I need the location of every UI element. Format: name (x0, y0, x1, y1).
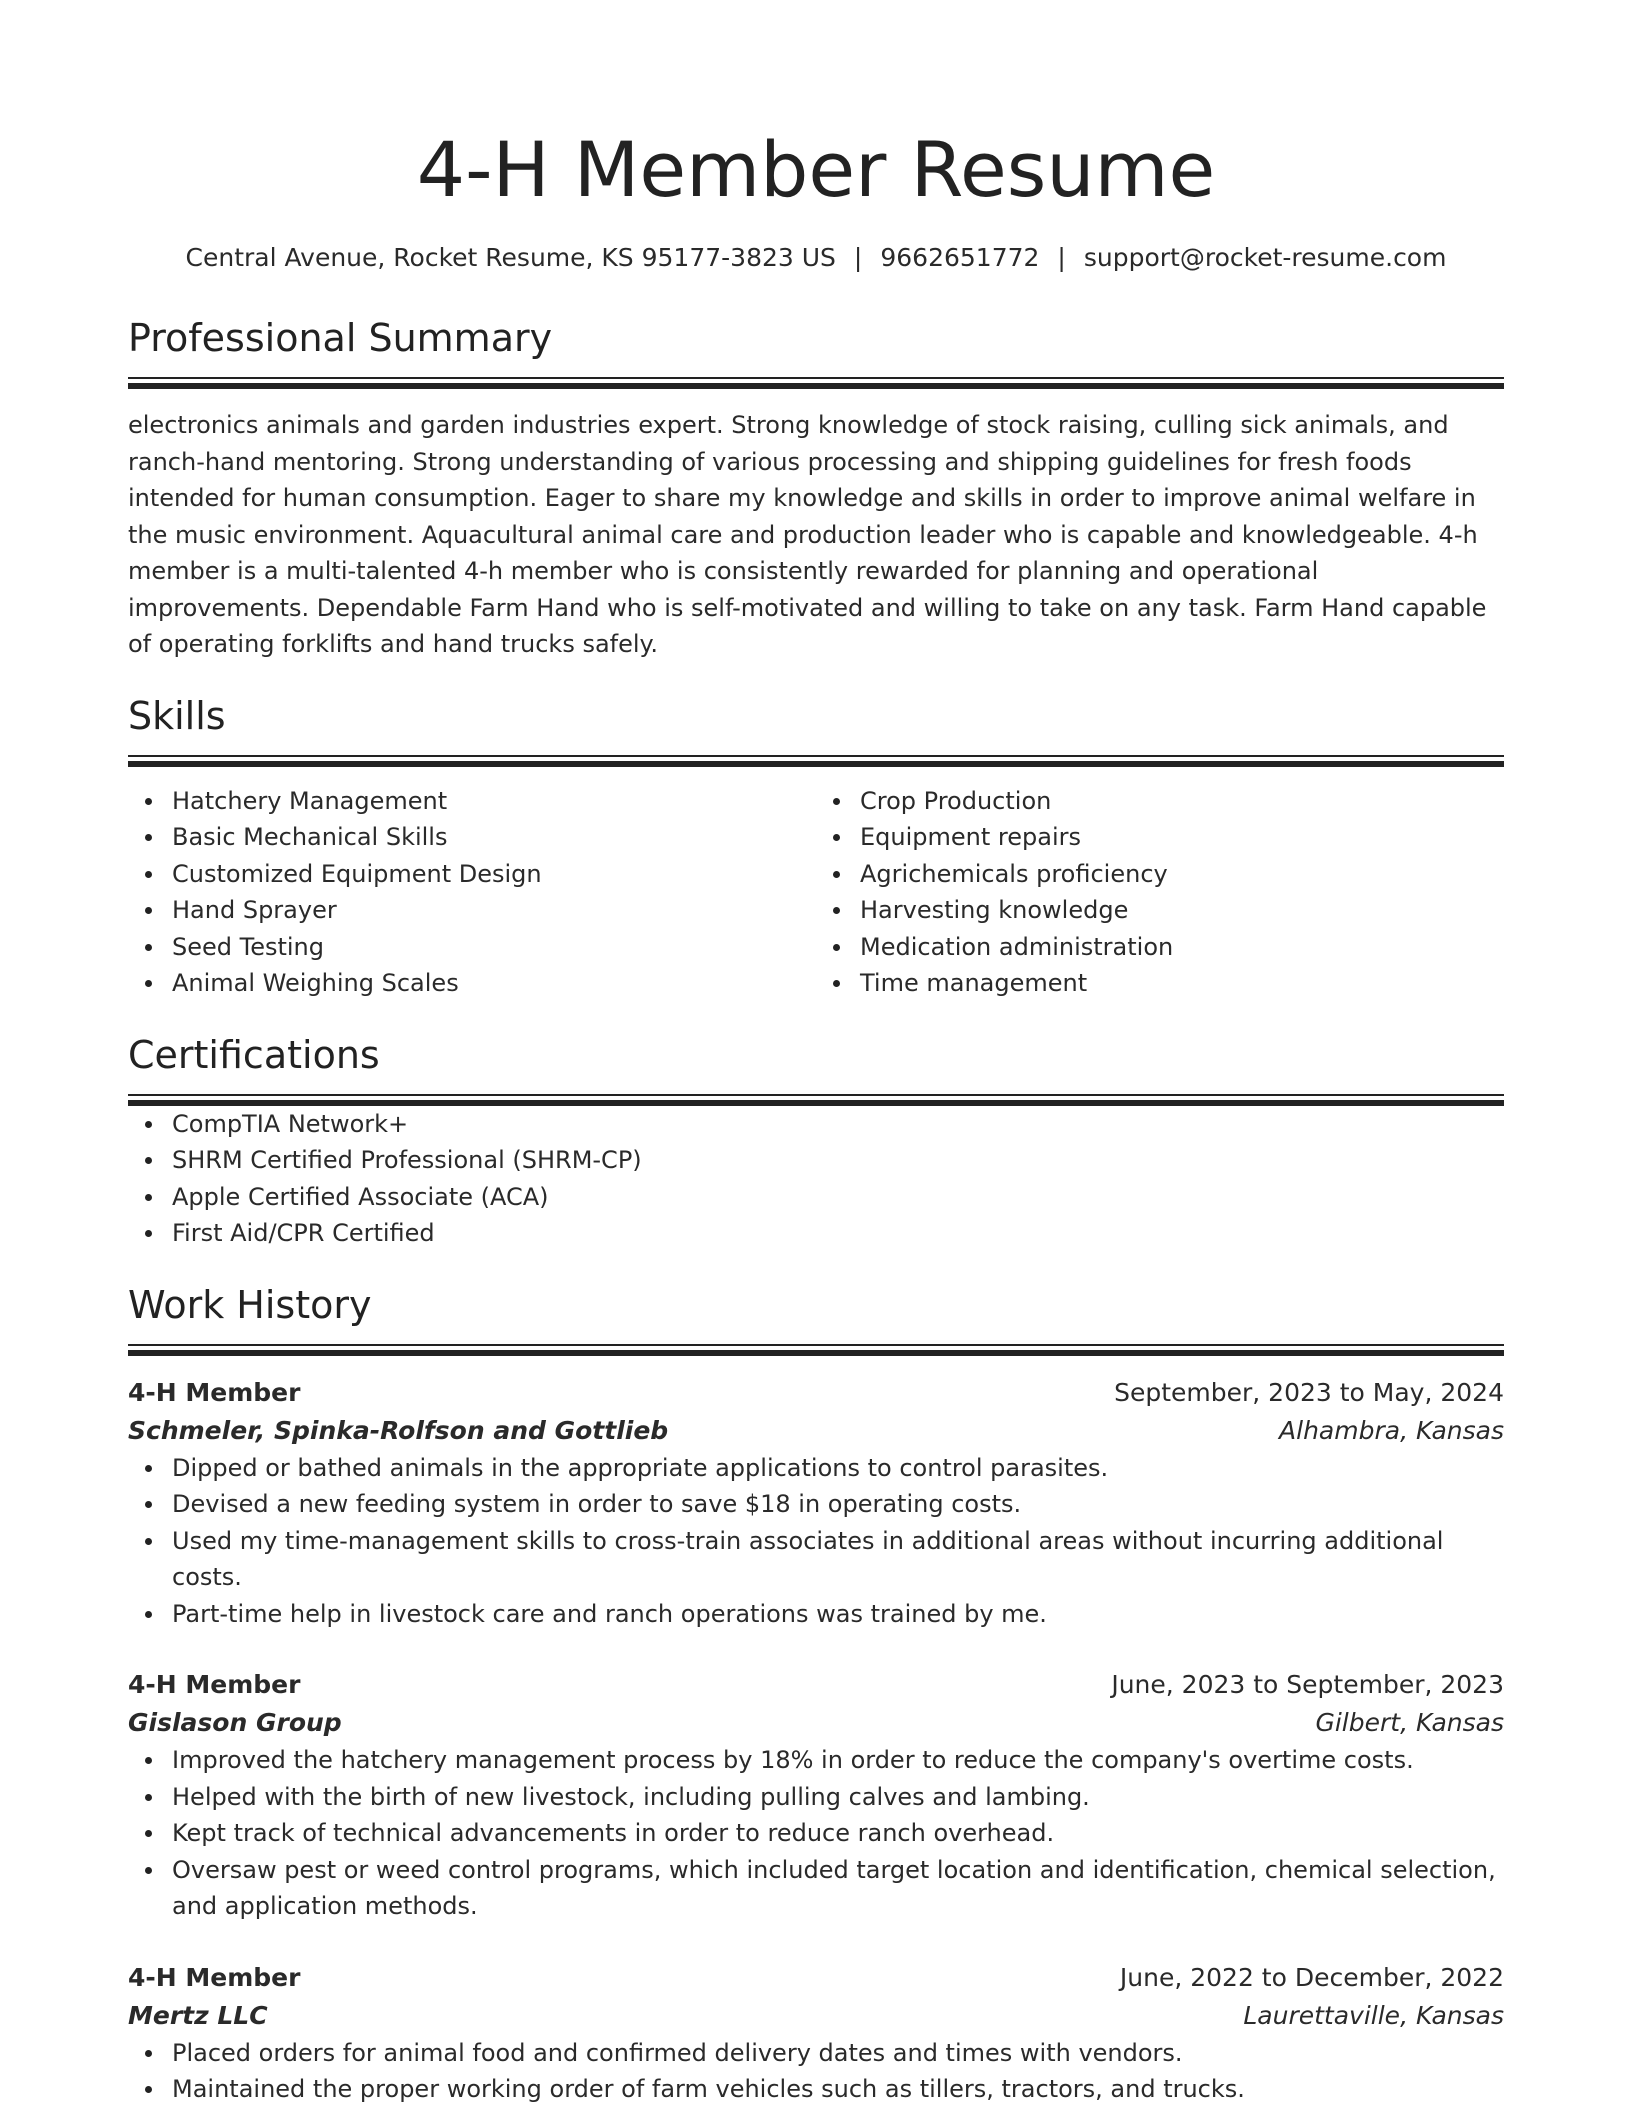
skill-item: Harvesting knowledge (860, 892, 1504, 929)
contact-address: Central Avenue, Rocket Resume, KS 95177-3823 US (185, 243, 836, 272)
job-title: 4-H Member (128, 1962, 301, 1992)
skill-item: Customized Equipment Design (172, 856, 816, 893)
job-dates: September, 2023 to May, 2024 (1114, 1377, 1504, 1407)
contact-separator: | (853, 243, 863, 272)
job-company-row (128, 1704, 1504, 1742)
job-bullet: Dipped or bathed animals in the appropriate applications to control parasites. (172, 1450, 1504, 1487)
skill-item: Seed Testing (172, 929, 816, 966)
skills-grid (128, 783, 1504, 1002)
skill-item: Animal Weighing Scales (172, 965, 816, 1002)
work-history-section (128, 1280, 1504, 2108)
section-heading-summary: Professional Summary (128, 316, 553, 360)
job-company: Schmeler, Spinka-Rolfson and Gottlieb (128, 1415, 669, 1445)
section-heading-skills: Skills (128, 693, 226, 738)
resume-title: 4-H Member Resume (416, 125, 1216, 214)
job-title: 4-H Member (128, 1377, 301, 1407)
job-header-row (128, 1374, 1504, 1412)
job-header-row (128, 1666, 1504, 1704)
job-entry (128, 1374, 1504, 1633)
contact-line (128, 241, 1504, 275)
job-bullet: Improved the hatchery management process by 18% in order to reduce the company's overtime costs. (172, 1742, 1504, 1779)
job-company: Mertz LLC (128, 2000, 268, 2030)
job-bullet: Oversaw pest or weed control programs, which included target location and identification, chemical selection, and application methods. (172, 1852, 1504, 1925)
job-title: 4-H Member (128, 1670, 301, 1699)
certification-item: SHRM Certified Professional (SHRM-CP) (172, 1142, 1504, 1179)
section-divider (128, 1344, 1504, 1356)
skill-item: Hand Sprayer (172, 892, 816, 929)
certification-item: First Aid/CPR Certified (172, 1215, 1504, 1252)
skill-item: Agrichemicals proficiency (860, 856, 1504, 893)
certification-item: Apple Certified Associate (ACA) (172, 1179, 1504, 1216)
contact-phone: 9662651772 (880, 243, 1040, 272)
skill-item: Equipment repairs (860, 819, 1504, 856)
job-bullet: Maintained the proper working order of farm vehicles such as tillers, tractors, and trucks. (172, 2071, 1504, 2108)
job-bullet: Used my time-management skills to cross-train associates in additional areas without incurring additional costs. (172, 1523, 1504, 1596)
skill-item: Medication administration (860, 929, 1504, 966)
summary-text: electronics animals and garden industries expert. Strong knowledge of stock raising, culling sick animals, and ranch-hand mentoring. Strong understanding of various processing and shipping guidelines for fresh foods intended for human consumption. Eager to share my knowledge and skills in order to improve animal welfare in the music environment. Aquacultural animal care and production leader who is capable and knowledgeable. 4-h member is a multi-talented 4-h member who is consistently rewarded for planning and operational improvements. Dependable Farm Hand who is self-motivated and willing to take on any task. Farm Hand capable of operating forklifts and hand trucks safely. (128, 411, 1487, 658)
job-company: Gislason Group (128, 1708, 342, 1737)
section-heading-certifications: Certifications (128, 1032, 380, 1077)
job-bullet: Part-time help in livestock care and ranch operations was trained by me. (172, 1596, 1504, 1633)
contact-separator: | (1057, 243, 1066, 272)
job-bullet: Helped with the birth of new livestock, including pulling calves and lambing. (172, 1779, 1504, 1816)
section-heading-work-history: Work History (128, 1282, 372, 1327)
job-dates: June, 2023 to September, 2023 (1111, 1670, 1504, 1699)
skill-item: Time management (860, 965, 1504, 1002)
job-bullet: Kept track of technical advancements in order to reduce ranch overhead. (172, 1815, 1504, 1852)
job-bullets (128, 1450, 1504, 1633)
job-company-row (128, 1997, 1504, 2035)
section-divider (128, 755, 1504, 767)
job-company-row (128, 1412, 1504, 1450)
section-divider (128, 1094, 1504, 1106)
job-location: Gilbert, Kansas (1315, 1708, 1504, 1737)
skills-column-right (816, 783, 1504, 1002)
skill-item: Crop Production (860, 783, 1504, 820)
skill-item: Hatchery Management (172, 783, 816, 820)
job-bullets (128, 2035, 1504, 2108)
job-entry (128, 1666, 1504, 1925)
certifications-list (128, 1106, 1504, 1252)
job-entry (128, 1959, 1504, 2108)
skill-item: Basic Mechanical Skills (172, 819, 816, 856)
job-location: Laurettaville, Kansas (1243, 2000, 1504, 2030)
skills-column-left (128, 783, 816, 1002)
skills-section (128, 691, 1504, 1002)
job-bullet: Placed orders for animal food and confirmed delivery dates and times with vendors. (172, 2035, 1504, 2072)
certification-item: CompTIA Network+ (172, 1106, 1504, 1143)
contact-email[interactable]: support@rocket-resume.com (1083, 243, 1447, 272)
job-header-row (128, 1959, 1504, 1997)
job-bullet: Devised a new feeding system in order to save $18 in operating costs. (172, 1486, 1504, 1523)
section-divider (128, 377, 1504, 389)
summary-section (128, 313, 1504, 663)
certifications-section (128, 1030, 1504, 1252)
job-dates: June, 2022 to December, 2022 (1119, 1962, 1504, 1992)
job-bullets (128, 1742, 1504, 1925)
job-location: Alhambra, Kansas (1279, 1415, 1504, 1445)
